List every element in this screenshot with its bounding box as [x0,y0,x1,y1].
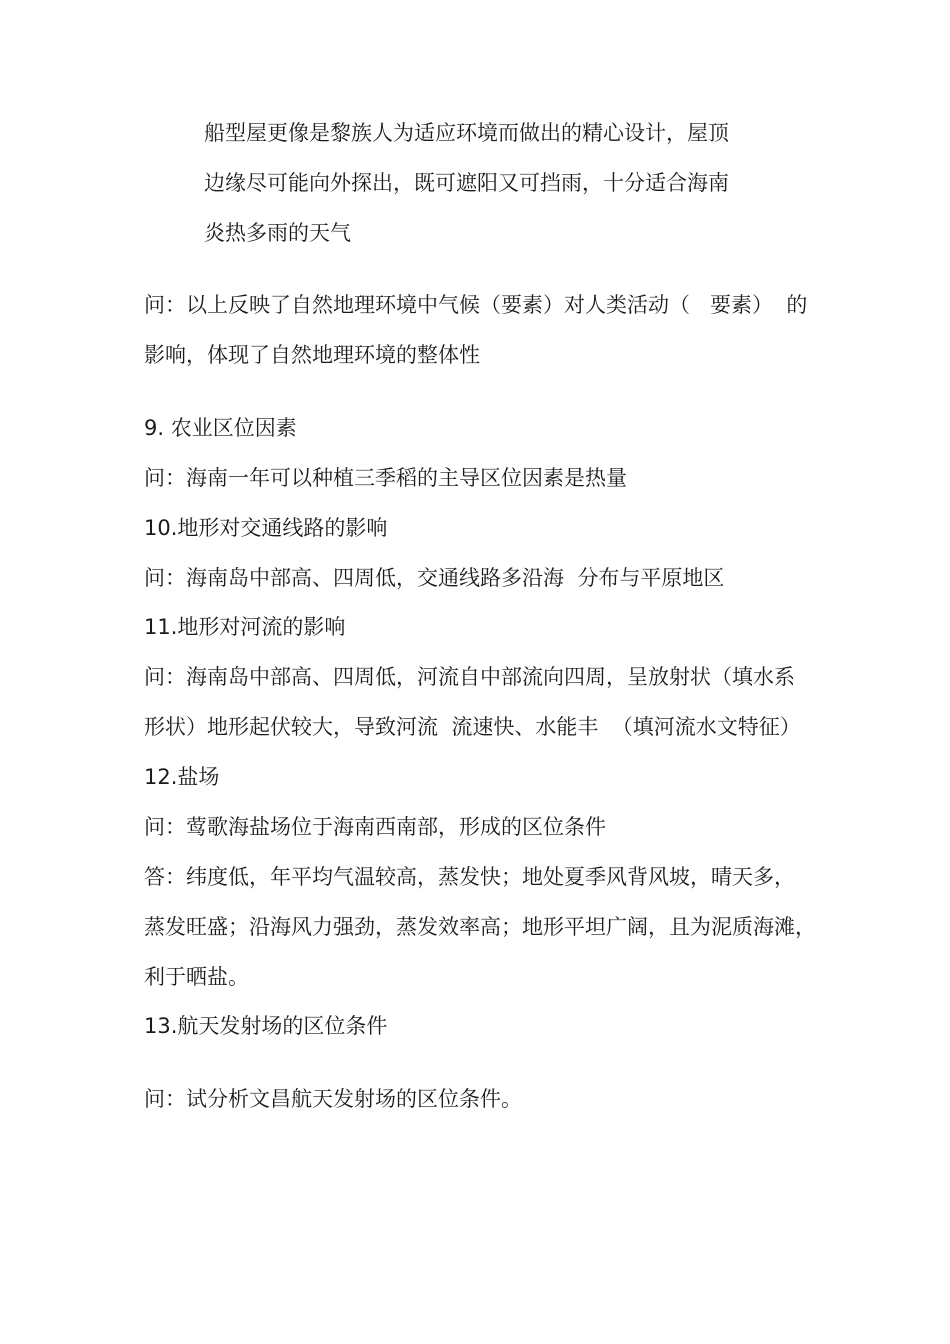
question-environment-line-2: 影响，体现了自然地理环境的整体性 [144,343,480,367]
quote-line-2: 边缘尽可能向外探出，既可遮阳又可挡雨，十分适合海南 [204,171,729,195]
section-9-question: 问：海南一年可以种植三季稻的主导区位因素是热量 [144,466,627,490]
section-13-question: 问：试分析文昌航天发射场的区位条件。 [144,1087,522,1111]
section-11-heading: 11.地形对河流的影响 [144,615,346,639]
section-12-answer-line-1: 答：纬度低，年平均气温较高，蒸发快；地处夏季风背风坡，晴天多， [144,865,795,889]
quote-line-1: 船型屋更像是黎族人为适应环境而做出的精心设计，屋顶 [204,121,729,145]
section-13-heading: 13.航天发射场的区位条件 [144,1014,388,1038]
section-11-question-line-1: 问：海南岛中部高、四周低，河流自中部流向四周，呈放射状（填水系 [144,665,795,689]
section-11-question-line-2: 形状）地形起伏较大，导致河流 流速快、水能丰 （填河流水文特征） [144,715,801,739]
question-environment-line-1: 问：以上反映了自然地理环境中气候（要素）对人类活动（ 要素） 的 [144,293,808,317]
quote-line-3: 炎热多雨的天气 [204,221,351,245]
section-10-heading: 10.地形对交通线路的影响 [144,516,388,540]
section-12-answer-line-3: 利于晒盐。 [144,965,249,989]
section-12-answer-line-2: 蒸发旺盛；沿海风力强劲，蒸发效率高；地形平坦广阔，且为泥质海滩， [144,915,816,939]
section-12-question: 问：莺歌海盐场位于海南西南部，形成的区位条件 [144,815,606,839]
section-9-heading: 9. 农业区位因素 [144,416,297,440]
section-10-question: 问：海南岛中部高、四周低，交通线路多沿海 分布与平原地区 [144,566,725,590]
section-12-heading: 12.盐场 [144,765,220,789]
